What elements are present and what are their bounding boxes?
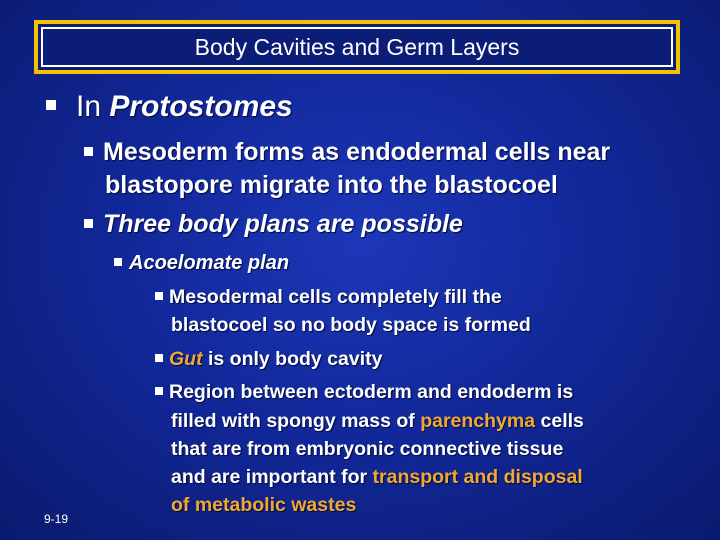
region-line-5: of metabolic wastes [171, 494, 357, 516]
square-bullet-icon [114, 258, 122, 266]
gut-term: Gut [169, 348, 203, 370]
region-line-1: Region between ectoderm and endoderm is [169, 381, 574, 403]
body-plans-text: Three body plans are possible [103, 210, 463, 238]
title-box [34, 20, 680, 74]
bullet-mesodermal-cells [155, 286, 502, 309]
transport-term: transport and disposal [372, 466, 583, 488]
bullet-protostomes [46, 90, 293, 124]
mesoderm-line-1: Mesoderm forms as endodermal cells near [103, 138, 611, 166]
slide-number: 9-19 [44, 512, 69, 526]
square-bullet-icon [155, 354, 163, 362]
region-line-2a: filled with spongy mass of [171, 410, 421, 432]
square-bullet-icon [84, 219, 93, 228]
square-bullet-icon [46, 100, 56, 110]
bullet-gut [155, 348, 382, 371]
gut-rest: is only body cavity [202, 348, 383, 370]
mesoderm-line-2: blastopore migrate into the blastocoel [105, 171, 558, 199]
square-bullet-icon [84, 147, 93, 156]
slide-title: Body Cavities and Germ Layers [194, 33, 520, 60]
region-line-4 [171, 466, 583, 489]
protostomes-prefix: In [76, 90, 110, 123]
protostomes-emphasis: Protostomes [109, 90, 293, 123]
mesodermal-line-2: blastocoel so no body space is formed [171, 314, 531, 336]
bullet-mesoderm [84, 138, 610, 167]
region-line-2b: cells [535, 410, 584, 432]
square-bullet-icon [155, 292, 163, 300]
bullet-acoelomate [114, 252, 289, 275]
bullet-body-plans [84, 210, 463, 239]
mesodermal-line-1: Mesodermal cells completely fill the [169, 286, 502, 308]
region-line-3: that are from embryonic connective tissue [171, 438, 564, 460]
bullet-region [155, 381, 573, 404]
parenchyma-term: parenchyma [420, 410, 536, 432]
region-line-2 [171, 410, 584, 433]
acoelomate-text: Acoelomate plan [129, 252, 290, 274]
region-line-4a: and are important for [171, 466, 373, 488]
square-bullet-icon [155, 387, 163, 395]
